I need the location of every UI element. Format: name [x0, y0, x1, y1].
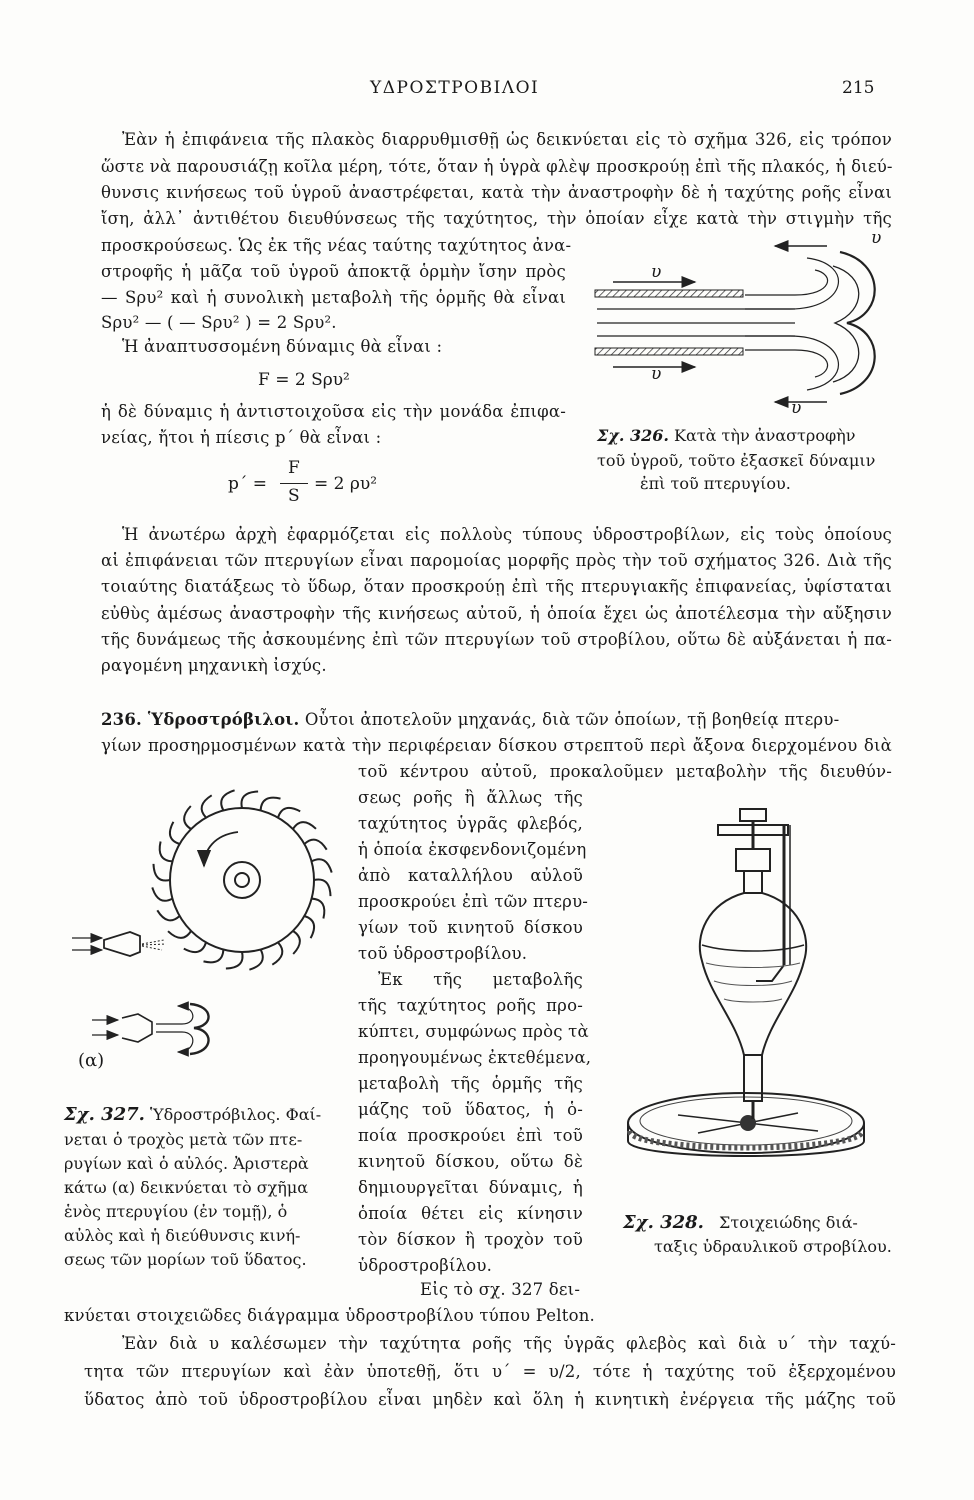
column-line: μεταβολὴ τῆς ὁρμῆς τῆς	[358, 1074, 583, 1093]
column-line: τὸν δίσκον ἢ τροχὸν τοῦ	[358, 1230, 583, 1249]
flow-curve	[745, 336, 838, 390]
caption-line: ταξις ὑδραυλικοῦ στροβίλου.	[654, 1237, 892, 1256]
caption-line: ἑνὸς πτερυγίου (ἐν τομῇ), ὁ	[64, 1202, 288, 1221]
column-line: τῆς ταχύτητος ροῆς προ-	[358, 996, 583, 1015]
caption-line: ἐπὶ τοῦ πτερυγίου.	[640, 474, 791, 493]
caption-line: τοῦ ὑγροῦ, τοῦτο ἐξασκεῖ δύναμιν	[597, 451, 876, 470]
caption-number: Σχ. 328.	[623, 1212, 704, 1233]
paragraph-line: νείας, ἤτοι ἡ πίεσις p΄ θὰ εἶναι :	[101, 428, 382, 447]
caption-line: νεται ὁ τροχὸς μετὰ τῶν πτε-	[64, 1130, 303, 1149]
wheel-bucket	[152, 887, 172, 900]
wheel-bucket	[168, 931, 191, 938]
figure-326-drawing	[585, 232, 895, 427]
wheel-bucket	[157, 910, 179, 920]
page-title: ΥΔΡΟΣΤΡΟΒΙΛΟΙ	[370, 78, 540, 98]
nozzle-detail	[122, 1014, 152, 1042]
equation-lhs: p΄ =	[228, 474, 268, 494]
water-spray	[142, 940, 166, 950]
paragraph-line: — Sρυ² καὶ ἡ συνολικὴ μεταβολὴ τῆς ὁρμῆς θὰ εἶναι	[101, 288, 566, 307]
paragraph-line: Ἡ ἀναπτυσσομένη δύναμις θὰ εἶναι :	[122, 337, 443, 356]
paragraph-line: εὐθὺς ἀμέσως ἀναστροφὴν τῆς κινήσεως αὐτοῦ, ἡ ὁποία ἔχει ὡς ἀποτέλεσμα τὴν αὔξησιν	[101, 604, 892, 623]
nozzle-plate-bottom	[595, 348, 743, 355]
equation-rhs: = 2 ρυ²	[314, 474, 378, 494]
fraction-bar	[280, 483, 308, 484]
figure-326-caption	[597, 425, 855, 447]
wheel-bucket	[241, 792, 258, 809]
nozzle-plate-top	[595, 290, 743, 297]
fraction-numerator: F	[288, 458, 300, 478]
paragraph-line: ὥστε νὰ παρουσιάζῃ κοῖλα μέρη, τότε, ὅταν ἡ ὑγρὰ φλὲψ προσκρούῃ ἐπὶ τῆς πλακός, ἡ διεύ-	[101, 157, 893, 176]
velocity-label: υ	[651, 262, 662, 282]
wheel-bucket	[160, 842, 173, 862]
wheel-bucket	[261, 798, 281, 811]
column-line: ἡ ὁποία ἐκσφενδονιζομένη	[358, 840, 587, 859]
paragraph-line: ἡ δὲ δύναμις ἡ ἀντιστοιχοῦσα εἰς τὴν μονάδα ἐπιφα-	[101, 402, 566, 421]
wheel-bucket	[293, 931, 300, 954]
flask-neck	[744, 871, 762, 893]
paragraph-line: τοιαύτης διατάξεως τὸ ὕδωρ, ὅταν προσκρούῃ ἐπὶ τῆς πτερυγιακῆς ἐπιφανείας, ὑφίσταται	[101, 577, 892, 596]
wheel-bucket	[221, 790, 234, 810]
wheel-rim	[170, 808, 314, 952]
column-line: μάζης τοῦ ὕδατος, ἡ ὁ-	[358, 1100, 583, 1119]
figure-327-caption	[64, 1104, 321, 1126]
column-line: ἀπὸ καταλλήλου αὐλοῦ	[358, 866, 583, 885]
velocity-label: υ	[651, 364, 662, 384]
running-header	[0, 78, 974, 102]
wheel-bucket	[202, 795, 212, 817]
column-line: γίων τοῦ κινητοῦ δίσκου	[358, 918, 583, 937]
column-line: προηγουμένως ἐκτεθέμενα,	[358, 1048, 592, 1067]
wheel-bucket	[278, 808, 300, 818]
wheel-bucket	[312, 859, 332, 872]
paragraph-line: στροφῆς ἡ μᾶζα τοῦ ὑγροῦ ἀποκτᾷ ὁρμὴν ἴσην πρὸς	[101, 262, 566, 281]
wheel-bucket	[184, 806, 191, 829]
column-line: δημιουργεῖται δύναμις, ἡ	[358, 1178, 583, 1197]
water-level	[702, 945, 804, 951]
fraction-denominator: S	[288, 486, 300, 506]
wheel-bucket	[314, 879, 331, 896]
figure-328	[618, 785, 908, 1185]
wheel-bucket	[304, 916, 314, 938]
caption-text: Στοιχειώδης διά-	[719, 1213, 858, 1232]
caption-number: Σχ. 327.	[64, 1104, 145, 1125]
blade-profile-inner	[833, 266, 859, 382]
wheel-bucket	[272, 942, 282, 964]
figure-326	[585, 228, 895, 427]
paragraph-line: τοῦ κέντρου αὐτοῦ, προκαλοῦμεν μεταβολὴν τῆς διευθύν-	[358, 762, 892, 781]
figure-327-drawing	[64, 780, 354, 1080]
column-line: σεως ροῆς ἢ ἄλλως τῆς	[358, 788, 583, 807]
detail-label-a: (α)	[78, 1050, 105, 1071]
flow-curve	[745, 258, 838, 309]
paragraph-line: Sρυ² — ( — Sρυ² ) = 2 Sρυ².	[101, 313, 337, 332]
column-line: ὁποία θέτει εἰς κίνησιν	[358, 1204, 583, 1223]
wheel-bucket	[170, 822, 180, 844]
wheel-bucket	[226, 952, 243, 969]
paragraph-line: ὕδατος ἀπὸ τοῦ ὑδροστροβίλου εἶναι μηδὲν καὶ ὅλη ἡ κινητικὴ ἐνέργεια τῆς μάζης τοῦ	[84, 1390, 896, 1409]
paragraph-line: Ἡ ἀνωτέρω ἀρχὴ ἐφαρμόζεται εἰς πολλοὺς τύπους ὑδροστροβίλων, εἰς τοὺς ὁποίους	[122, 525, 892, 544]
paragraph-line: αἱ ἐπιφάνειαι τῶν πτερυγίων εἶναι παρομοίας μορφῆς πρὸς τὴν τοῦ σχήματος 326. Διὰ τῆς	[101, 551, 892, 570]
paragraph-line: τητα τῶν πτερυγίων καὶ ἐὰν ὑποτεθῇ, ὅτι υ΄ = υ/2, τότε ἡ ταχύτης τοῦ ἐξερχομένου	[84, 1362, 896, 1381]
caption-text: Ὑδροστρόβιλος. Φαί-	[150, 1105, 322, 1124]
wheel-bucket	[154, 864, 171, 881]
column-line: ποία προσκρούει ἐπὶ τοῦ	[358, 1126, 583, 1145]
wheel-bucket	[204, 950, 224, 963]
column-line: ὑδροστροβίλου.	[358, 1256, 493, 1275]
figure-328-caption	[623, 1212, 858, 1234]
flow-curve	[156, 1032, 193, 1052]
caption-text: Κατὰ τὴν ἀναστροφὴν	[674, 426, 856, 445]
wheel-hub-inner	[235, 873, 249, 887]
page-number: 215	[842, 78, 875, 98]
figure-328-drawing	[618, 785, 908, 1185]
column-line: Εἰς τὸ σχ. 327 δει-	[420, 1280, 581, 1299]
paragraph-line: τῆς δυνάμεως τῆς ἀσκουμένης ἐπὶ τῶν πτερυγίων τοῦ στροβίλου, οὕτω δὲ αὐξάνεται ἡ πα-	[101, 630, 892, 649]
wheel-bucket	[312, 899, 325, 919]
paragraph-line: Ἐὰν διὰ υ καλέσωμεν τὴν ταχύτητα ροῆς τῆς ὑγρᾶς φλεβὸς καὶ διὰ υ΄ τὴν ταχύ-	[122, 1334, 896, 1353]
equation-force: F = 2 Sρυ²	[258, 370, 350, 390]
flow-curve	[745, 270, 828, 295]
stand-screw	[740, 809, 766, 821]
flask-stopper	[736, 849, 770, 871]
water-shading	[706, 963, 800, 1002]
column-line: προσκρούει ἐπὶ τῶν πτερυ-	[358, 892, 589, 911]
wheel-buckets	[152, 790, 331, 969]
wheel-bucket	[184, 942, 206, 952]
column-line: ταχύτητος ὑγρᾶς φλεβός,	[358, 814, 583, 833]
figure-327	[64, 780, 354, 1080]
rotation-arrow	[204, 832, 238, 866]
section-heading-rest: Οὗτοι ἀποτελοῦν μηχανάς, διὰ τῶν ὁποίων, τῇ βοηθείᾳ πτερυ-	[304, 710, 840, 729]
paragraph-line: γίων προσηρμοσμένων κατὰ τὴν περιφέρειαν δίσκου στρεπτοῦ περὶ ἄξονα διερχομένου διὰ	[101, 736, 892, 755]
blade-profile	[840, 252, 875, 394]
section-heading-line	[101, 710, 892, 730]
caption-number: Σχ. 326.	[597, 426, 669, 445]
column-line: κινητοῦ δίσκου, οὕτω δὲ	[358, 1152, 583, 1171]
equation-pressure	[228, 458, 428, 510]
paragraph-line: Ἐὰν ἡ ἐπιφάνεια τῆς πλακὸς διαρρυθμισθῇ ὡς δεικνύεται εἰς τὸ σχῆμα 326, εἰς τρόπον	[122, 130, 892, 149]
column-line: τοῦ ὑδροστροβίλου.	[358, 944, 528, 963]
paragraph-line: θυνσις κινήσεως τοῦ ὑγροῦ ἀναστρέφεται, κατὰ τὴν ἀναστροφὴν δὲ ἡ ταχύτης ροῆς εἶναι	[101, 183, 892, 202]
velocity-label: υ	[791, 398, 802, 418]
flow-curve	[745, 350, 828, 377]
blade-section	[190, 1004, 209, 1054]
column-line: κύπτει, συμφώνως πρὸς τὰ	[358, 1022, 589, 1041]
nozzle	[104, 932, 140, 956]
caption-line: κάτω (α) δεικνύεται τὸ σχῆμα	[64, 1178, 309, 1197]
wheel-bucket	[304, 840, 326, 850]
paragraph-line: ἴση, ἀλλ᾽ ἀντιθέτου διευθύνσεως τῆς ταχύτητος, τὴν ὁποίαν εἶχε κατὰ τὴν στιγμὴν τῆς	[101, 209, 892, 228]
caption-line: σεως τῶν μορίων τοῦ ὕδατος.	[64, 1250, 307, 1269]
wheel-bucket	[293, 822, 316, 829]
column-line: Ἐκ τῆς μεταβολῆς	[378, 970, 583, 989]
section-heading: 236. Ὑδροστρόβιλοι.	[101, 710, 300, 729]
paragraph-line: κνύεται στοιχειῶδες διάγραμμα ὑδροστροβίλου τύπου Pelton.	[64, 1306, 595, 1325]
wheel-bucket	[249, 950, 262, 970]
caption-line: αὐλὸς καὶ ἡ διεύθυνσις κινή-	[64, 1226, 301, 1245]
velocity-label: υ	[871, 228, 882, 248]
paragraph-line: ραγομένη μηχανικὴ ἰσχύς.	[101, 656, 327, 675]
caption-line: ρυγίων καὶ ὁ αὐλός. Ἀριστερὰ	[64, 1154, 309, 1173]
paragraph-line: προσκρούσεως. Ὡς ἐκ τῆς νέας ταύτης ταχύτητος ἀνα-	[101, 236, 572, 255]
flow-curve	[156, 1006, 193, 1024]
wheel-hub-outer	[224, 862, 260, 898]
